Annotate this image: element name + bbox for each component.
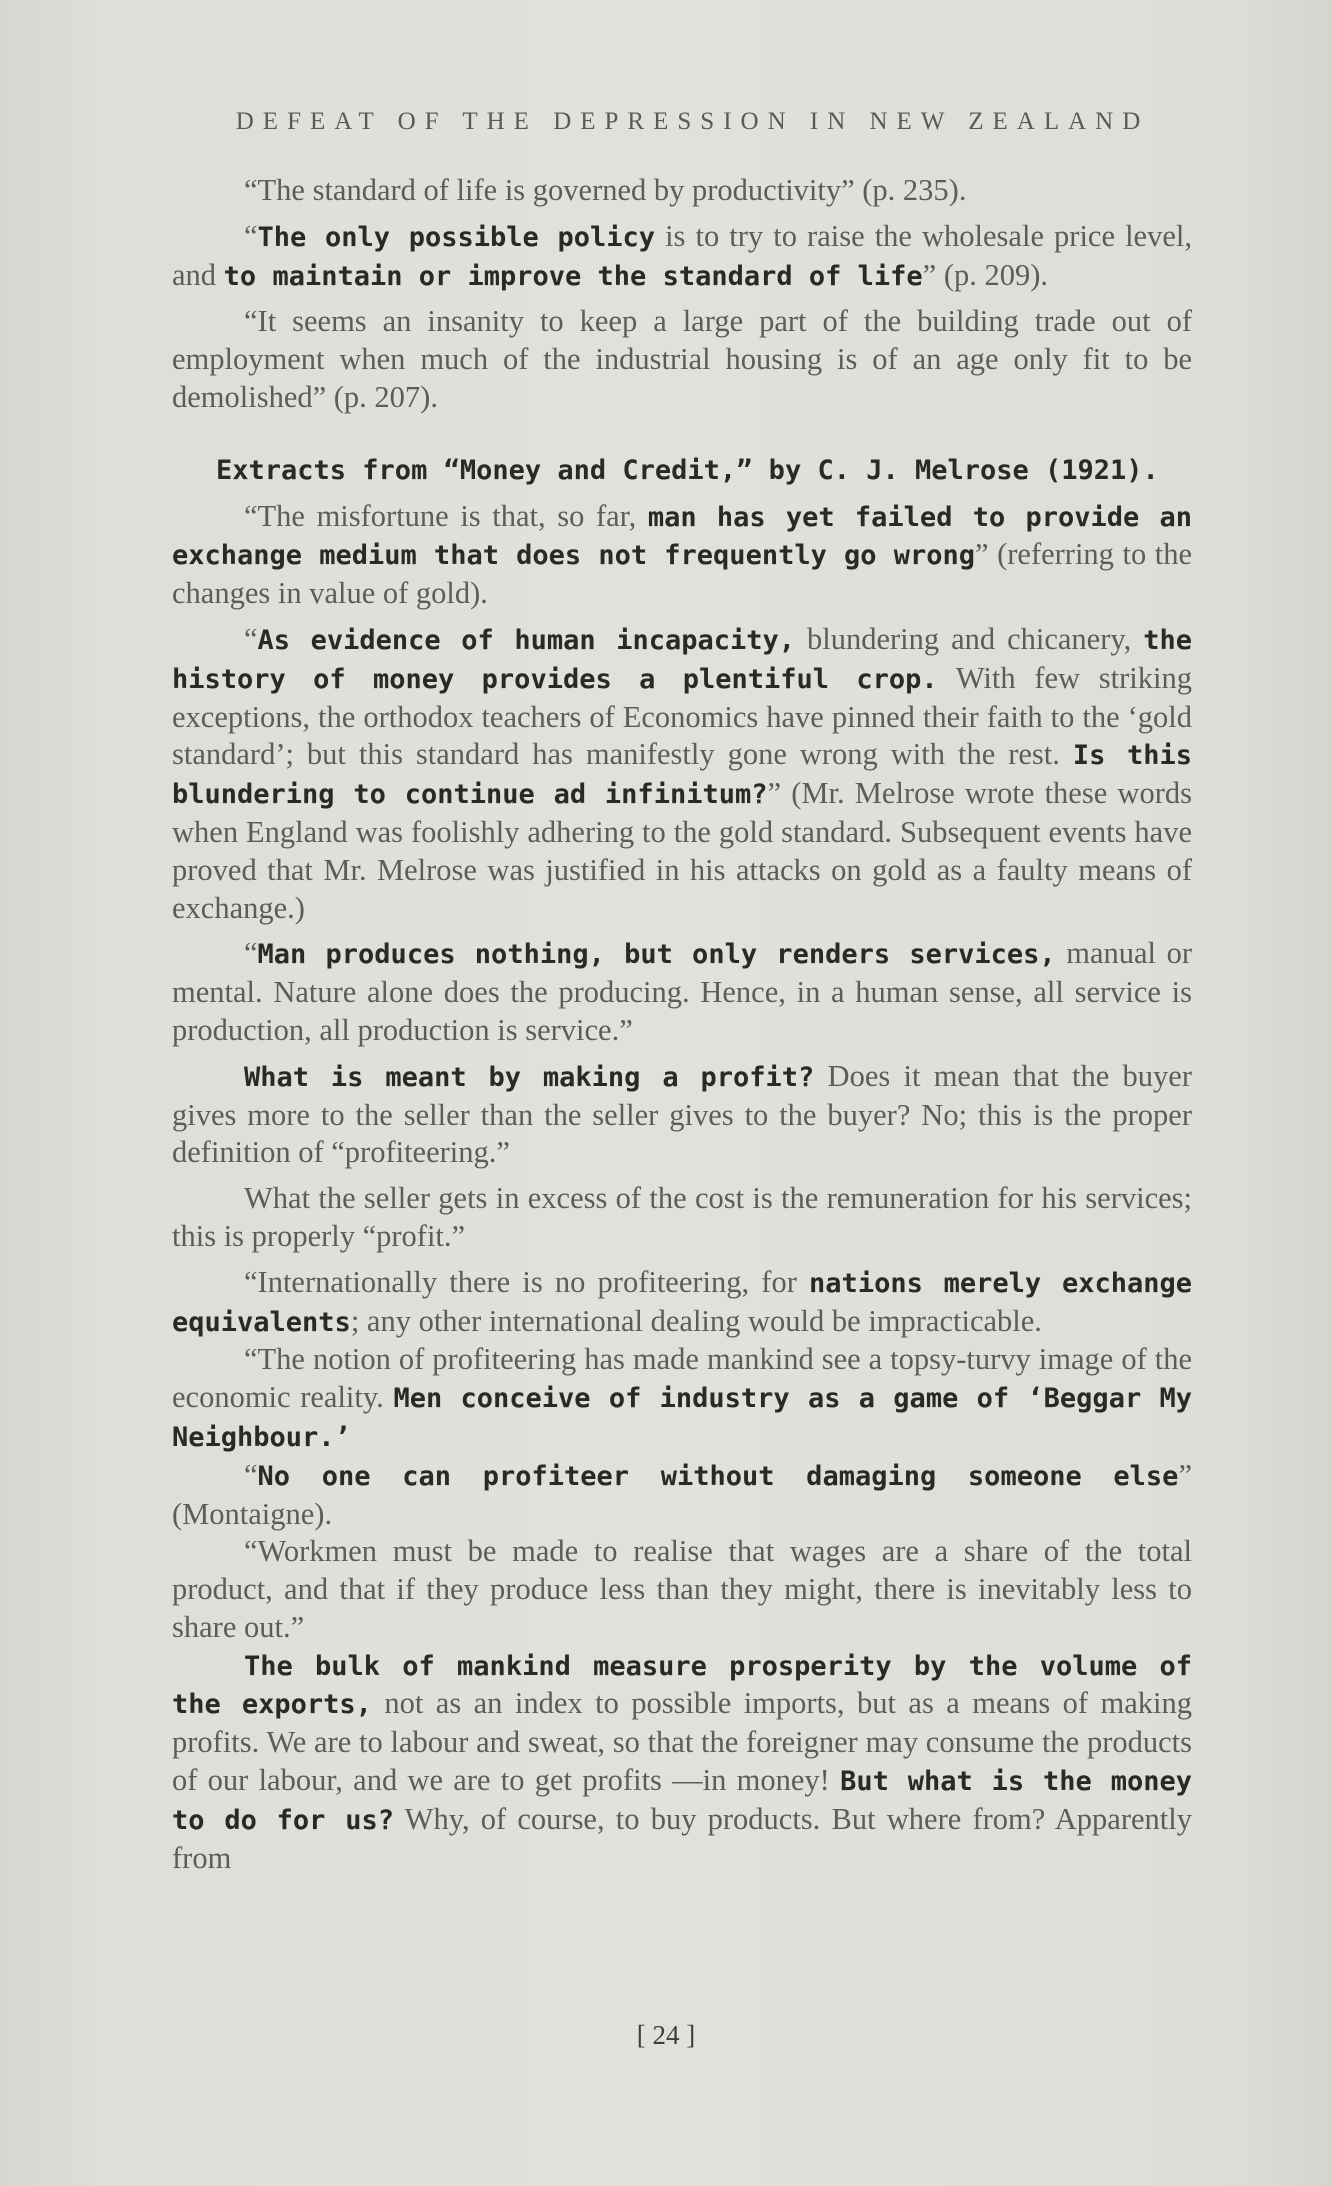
text-run: What the seller gets in excess of the cost is the remuneration for his services; this is properly “profit.”: [172, 1181, 1192, 1253]
text-run: ” (p. 209).: [922, 257, 1049, 292]
text-run: ” (Mr. Melrose wrote these words when England was foolishly adhering to the gold standard. Subsequent events have proved that Mr. Melrose was justified in his attacks on gold as a faulty means of exchange.): [172, 776, 1192, 925]
text-run: “The notion of profiteering has made mankind see a topsy-turvy image of the economic reality.: [172, 1342, 1192, 1415]
text-run: “Internationally there is no profiteering, for: [244, 1264, 810, 1299]
bold-text: Is this blundering to continue ad infinitum?: [172, 740, 1192, 811]
bold-text: What is meant by making a profit?: [244, 1061, 815, 1093]
bold-text: Extracts from “Money and Credit,” by C. J. Melrose (1921).: [216, 454, 1159, 486]
bold-text: nations merely exchange equivalents: [172, 1267, 1193, 1338]
bold-text: the history of money provides a plentiful crop.: [172, 624, 1193, 695]
paragraph: [172, 172, 1192, 210]
text-run: “: [244, 621, 258, 656]
paragraph: [172, 1264, 1192, 1342]
text-run: not as an index to possible imports, but as a means of making profits. We are to labour and sweat, so that the foreigner may consume the products of our labour, and we are to get profits —in money!: [172, 1686, 1192, 1798]
section-heading: [172, 451, 1192, 490]
text-run: ” (Montaigne).: [172, 1457, 1192, 1531]
paragraph: [172, 1457, 1192, 1534]
running-head: DEFEAT OF THE DEPRESSION IN NEW ZEALAND: [235, 108, 1150, 135]
text-run: “The standard of life is governed by productivity” (p. 235).: [244, 173, 967, 207]
page-number: [ 24 ]: [636, 2020, 696, 2050]
paragraph: [172, 498, 1192, 613]
text-run: Does it mean that the buyer gives more to the seller than the seller gives to the buyer? No; this is the proper definition of “profiteering.”: [172, 1058, 1192, 1170]
bold-text: Men conceive of industry as a game of ‘Beggar My Neighbour.’: [172, 1383, 1193, 1453]
text-run: Why, of course, to buy products. But where from? Apparently from: [172, 1801, 1192, 1875]
text-run: With few striking exceptions, the orthodox teachers of Economics have pinned their faith to the ‘gold standard’; but this standard has manifestly gone wrong with the rest.: [172, 660, 1192, 772]
text-run: ” (referring to the changes in value of gold).: [172, 537, 1193, 611]
paragraph: [172, 1341, 1192, 1456]
page-body: [172, 172, 1192, 1877]
bold-text: to maintain or improve the standard of life: [223, 260, 923, 292]
bold-text: But what is the money to do for us?: [172, 1766, 1192, 1836]
bold-text: No one can profiteer without damaging someone else: [257, 1460, 1179, 1492]
bold-text: man has yet failed to provide an exchange medium that does not frequently go wrong: [172, 501, 1192, 572]
paragraph: [172, 1058, 1192, 1172]
paragraph: [172, 1180, 1192, 1256]
text-run: “The misfortune is that, so far,: [244, 498, 648, 533]
text-run: “Workmen must be made to realise that wages are a share of the total product, and that if they produce less than they might, there is inevitably less to share out.”: [172, 1534, 1192, 1644]
paragraph: [172, 303, 1192, 416]
text-run: “: [244, 936, 258, 971]
text-run: is to try to raise the wholesale price level, and: [172, 218, 1192, 292]
bold-text: Man produces nothing, but only renders services,: [257, 939, 1056, 971]
paragraph: [172, 621, 1192, 927]
bold-text: The only possible policy: [257, 221, 656, 253]
text-run: “It seems an insanity to keep a large part of the building trade out of employment when much of the industrial housing is of an age only fit to be demolished” (p. 207).: [172, 304, 1192, 414]
bold-text: The bulk of mankind measure prosperity by the volume of the exports,: [172, 1650, 1192, 1721]
text-run: “: [244, 1457, 258, 1492]
text-run: “: [244, 218, 258, 253]
text-run: manual or mental. Nature alone does the producing. Hence, in a human sense, all service is production, all production is service.”: [172, 936, 1192, 1047]
bold-text: As evidence of human incapacity,: [257, 624, 796, 656]
paragraph: [172, 935, 1192, 1049]
paragraph: [172, 1647, 1192, 1878]
paragraph: [172, 1533, 1192, 1646]
text-run: blundering and chicanery,: [795, 621, 1144, 656]
paragraph: [172, 218, 1192, 296]
text-run: ; any other international dealing would be impracticable.: [350, 1303, 1042, 1338]
